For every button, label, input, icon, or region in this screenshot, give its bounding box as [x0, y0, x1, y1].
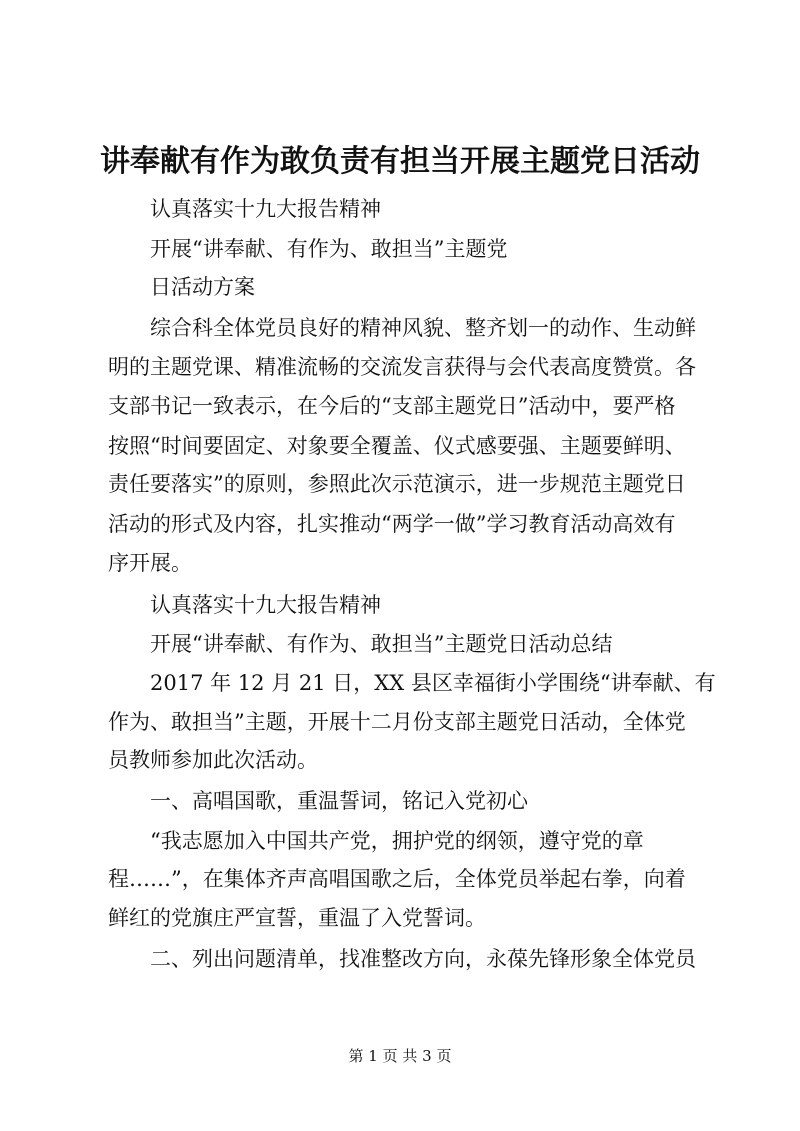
body-line-1: 认真落实十九大报告精神 [108, 197, 381, 221]
body-line-11: 认真落实十九大报告精神 [108, 593, 381, 617]
body-line-15: 员教师参加此次活动。 [108, 748, 318, 772]
body-line-10: 序开展。 [108, 551, 192, 575]
body-line-19: 鲜红的党旗庄严宣誓，重温了入党誓词。 [108, 906, 486, 930]
body-line-18: 程……”，在集体齐声高唱国歌之后，全体党员举起右拳，向着 [108, 867, 686, 891]
body-line-13: 2017 年 12 月 21 日，XX 县区幸福街小学围绕“讲奉献、有 [108, 671, 716, 695]
body-line-20: 二、列出问题清单，找准整改方向，永葆先锋形象全体党员 [108, 947, 696, 971]
body-line-12: 开展“讲奉献、有作为、敢担当”主题党日活动总结 [108, 632, 613, 656]
page-number-footer: 第 1 页 共 3 页 [348, 1047, 452, 1065]
body-line-4: 综合科全体党员良好的精神风貌、整齐划一的动作、生动鲜 [108, 316, 696, 340]
body-line-17: “我志愿加入中国共产党，拥护党的纲领，遵守党的章 [108, 829, 644, 853]
body-line-6: 支部书记一致表示，在今后的“支部主题党日”活动中，要严格 [108, 394, 676, 418]
body-line-14: 作为、敢担当”主题，开展十二月份支部主题党日活动，全体党 [108, 710, 686, 734]
body-line-9: 活动的形式及内容，扎实推动“两学一做”学习教育活动高效有 [108, 512, 676, 536]
document-title: 讲奉献有作为敢负责有担当开展主题党日活动 [100, 144, 700, 179]
body-line-5: 明的主题党课、精准流畅的交流发言获得与会代表高度赞赏。各 [108, 355, 696, 379]
body-line-8: 责任要落实”的原则，参照此次示范演示，进一步规范主题党日 [108, 472, 686, 496]
body-line-7: 按照“时间要固定、对象要全覆盖、仪式感要强、主题要鲜明、 [108, 434, 686, 458]
body-line-16: 一、高唱国歌，重温誓词，铭记入党初心 [108, 789, 528, 813]
body-line-3: 日活动方案 [108, 275, 255, 299]
body-line-2: 开展“讲奉献、有作为、敢担当”主题党 [108, 237, 508, 261]
